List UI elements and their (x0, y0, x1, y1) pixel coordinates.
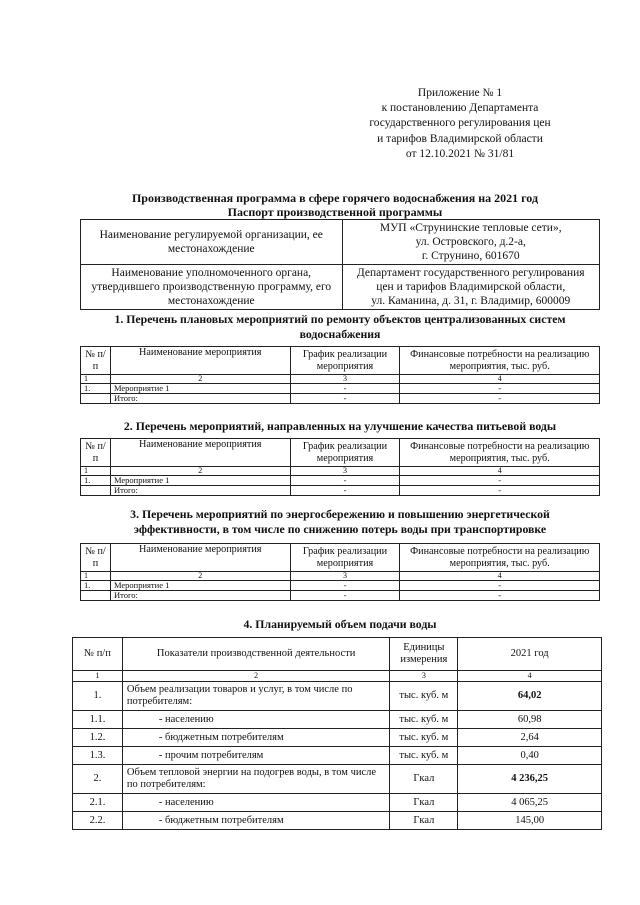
table-row (81, 384, 600, 394)
total-schedule: - (290, 591, 400, 601)
row-unit: тыс. куб. м (390, 682, 458, 711)
row-name: Мероприятие 1 (110, 581, 290, 591)
col-number: 3 (290, 572, 400, 581)
section-title-line: водоснабжения (299, 326, 381, 341)
passport-value-line: ул. Каманина, д. 31, г. Владимир, 600009 (371, 295, 571, 307)
passport-value-line: г. Струнино, 601670 (421, 250, 520, 262)
col-header-finance: Финансовые потребности на реализацию мероприятия, тыс. руб. (400, 544, 600, 572)
total-schedule: - (290, 486, 400, 496)
row-num: 1. (81, 476, 111, 486)
section-title-line: 4. Планируемый объем подачи воды (243, 617, 437, 631)
row-unit: тыс. куб. м (390, 729, 458, 747)
col-header-num: № п/п (81, 347, 111, 375)
row-value: 2,64 (458, 729, 602, 747)
passport-value-line: Департамент государственного регулирования (356, 267, 585, 279)
col-header-finance: Финансовые потребности на реализацию мероприятия, тыс. руб. (400, 439, 600, 467)
row-unit: тыс. куб. м (390, 711, 458, 729)
row-num: 2.1. (73, 794, 123, 812)
passport-label: Наименование уполномоченного органа, утвердившего производственную программу, его местонахождение (81, 265, 343, 310)
row-indicator: - населению (122, 794, 389, 812)
col-number: 2 (110, 572, 290, 581)
table-row (73, 794, 602, 812)
passport-label: Наименование регулируемой организации, ее местонахождение (81, 220, 343, 265)
row-finance: - (400, 581, 600, 591)
table-header-row (81, 544, 600, 572)
total-label: Итого: (110, 591, 290, 601)
table-row (81, 581, 600, 591)
row-num: 1.2. (73, 729, 123, 747)
total-label: Итого: (110, 394, 290, 404)
passport-table (80, 219, 600, 310)
col-header-name: Наименование мероприятия (110, 439, 290, 467)
row-num: 2. (73, 765, 123, 794)
row-value: 64,02 (458, 682, 602, 711)
table-row (73, 729, 602, 747)
col-header-schedule: График реализации мероприятия (290, 439, 400, 467)
column-numbers-row (73, 671, 602, 682)
col-number: 4 (400, 572, 600, 581)
section-title-line: 3. Перечень мероприятий по энергосбережению и повышению энергетической (130, 507, 550, 521)
total-schedule: - (290, 394, 400, 404)
col-number: 2 (110, 467, 290, 476)
passport-value (342, 265, 600, 310)
section-title-line: эффективности, в том числе по снижению потерь воды при транспортировке (133, 521, 547, 536)
total-label: Итого: (110, 486, 290, 496)
col-number: 2 (122, 671, 389, 682)
col-header-schedule: График реализации мероприятия (290, 544, 400, 572)
col-number: 3 (290, 375, 400, 384)
row-value: 60,98 (458, 711, 602, 729)
row-num: 1.1. (73, 711, 123, 729)
section-title (72, 419, 608, 434)
section-title (72, 617, 608, 632)
section-title-line: 1. Перечень плановых мероприятий по ремонту объектов централизованных систем (114, 312, 566, 326)
row-num: 2.2. (73, 812, 123, 830)
row-num: 1.3. (73, 747, 123, 765)
row-unit: Гкал (390, 812, 458, 830)
table-header-row (73, 638, 602, 671)
col-number: 4 (400, 467, 600, 476)
col-header-finance: Финансовые потребности на реализацию мероприятия, тыс. руб. (400, 347, 600, 375)
col-header-name: Наименование мероприятия (110, 347, 290, 375)
appendix-header (360, 86, 560, 162)
volume-table (72, 637, 602, 830)
col-header-unit: Единицы измерения (390, 638, 458, 671)
col-header-indicator: Показатели производственной деятельности (122, 638, 389, 671)
passport-row (81, 265, 600, 310)
col-number: 2 (110, 375, 290, 384)
row-num: 1. (73, 682, 123, 711)
row-schedule: - (290, 581, 400, 591)
passport-value (342, 220, 600, 265)
title-line: Паспорт производственной программы (227, 205, 443, 219)
total-num-cell (81, 486, 111, 496)
col-header-name: Наименование мероприятия (110, 544, 290, 572)
row-finance: - (400, 384, 600, 394)
col-header-num: № п/п (81, 439, 111, 467)
passport-value-line: цен и тарифов Владимирской области, (376, 281, 566, 293)
row-value: 0,40 (458, 747, 602, 765)
row-value: 145,00 (458, 812, 602, 830)
section-title-line: 2. Перечень мероприятий, направленных на улучшение качества питьевой воды (123, 419, 557, 433)
section-1-table (80, 346, 600, 404)
row-finance: - (400, 476, 600, 486)
table-row (81, 476, 600, 486)
passport-value-line: МУП «Струнинские тепловые сети», (379, 222, 562, 234)
appendix-line: государственного регулирования цен (369, 117, 551, 130)
row-num: 1. (81, 581, 111, 591)
col-number: 1 (73, 671, 123, 682)
passport-value-line: ул. Островского, д.2-а, (415, 236, 526, 248)
section-3-table (80, 543, 600, 601)
document-title (70, 191, 600, 219)
col-header-schedule: График реализации мероприятия (290, 347, 400, 375)
row-indicator: - бюджетным потребителям (122, 812, 389, 830)
table-row (73, 812, 602, 830)
total-finance: - (400, 486, 600, 496)
section-title (72, 312, 608, 341)
row-schedule: - (290, 476, 400, 486)
appendix-line: Приложение № 1 (417, 87, 503, 99)
total-finance: - (400, 591, 600, 601)
row-unit: Гкал (390, 794, 458, 812)
table-row (73, 682, 602, 711)
section-title (72, 507, 608, 536)
col-header-num: № п/п (81, 544, 111, 572)
col-header-num: № п/п (73, 638, 123, 671)
table-header-row (81, 439, 600, 467)
total-num-cell (81, 591, 111, 601)
col-number: 1 (81, 572, 111, 581)
col-number: 4 (400, 375, 600, 384)
col-number: 3 (390, 671, 458, 682)
table-header-row (81, 347, 600, 375)
col-header-year: 2021 год (458, 638, 602, 671)
row-indicator: - бюджетным потребителям (122, 729, 389, 747)
row-unit: тыс. куб. м (390, 747, 458, 765)
row-unit: Гкал (390, 765, 458, 794)
appendix-line: и тарифов Владимирской области (377, 132, 543, 145)
appendix-line: к постановлению Департамента (381, 102, 539, 115)
row-name: Мероприятие 1 (110, 476, 290, 486)
row-value: 4 236,25 (458, 765, 602, 794)
row-indicator: Объем реализации товаров и услуг, в том числе по потребителям: (122, 682, 389, 711)
table-row (73, 747, 602, 765)
passport-row (81, 220, 600, 265)
total-row (81, 394, 600, 404)
total-num-cell (81, 394, 111, 404)
col-number: 1 (81, 375, 111, 384)
total-finance: - (400, 394, 600, 404)
appendix-line: от 12.10.2021 № 31/81 (405, 147, 515, 160)
row-indicator: - прочим потребителям (122, 747, 389, 765)
row-name: Мероприятие 1 (110, 384, 290, 394)
row-indicator: - населению (122, 711, 389, 729)
row-num: 1. (81, 384, 111, 394)
table-row (73, 711, 602, 729)
total-row (81, 591, 600, 601)
col-number: 3 (290, 467, 400, 476)
table-row (73, 765, 602, 794)
col-number: 1 (81, 467, 111, 476)
row-value: 4 065,25 (458, 794, 602, 812)
row-schedule: - (290, 384, 400, 394)
total-row (81, 486, 600, 496)
section-2-table (80, 438, 600, 496)
row-indicator: Объем тепловой энергии на подогрев воды, в том числе по потребителям: (122, 765, 389, 794)
title-line: Производственная программа в сфере горячего водоснабжения на 2021 год (131, 191, 539, 205)
col-number: 4 (458, 671, 602, 682)
